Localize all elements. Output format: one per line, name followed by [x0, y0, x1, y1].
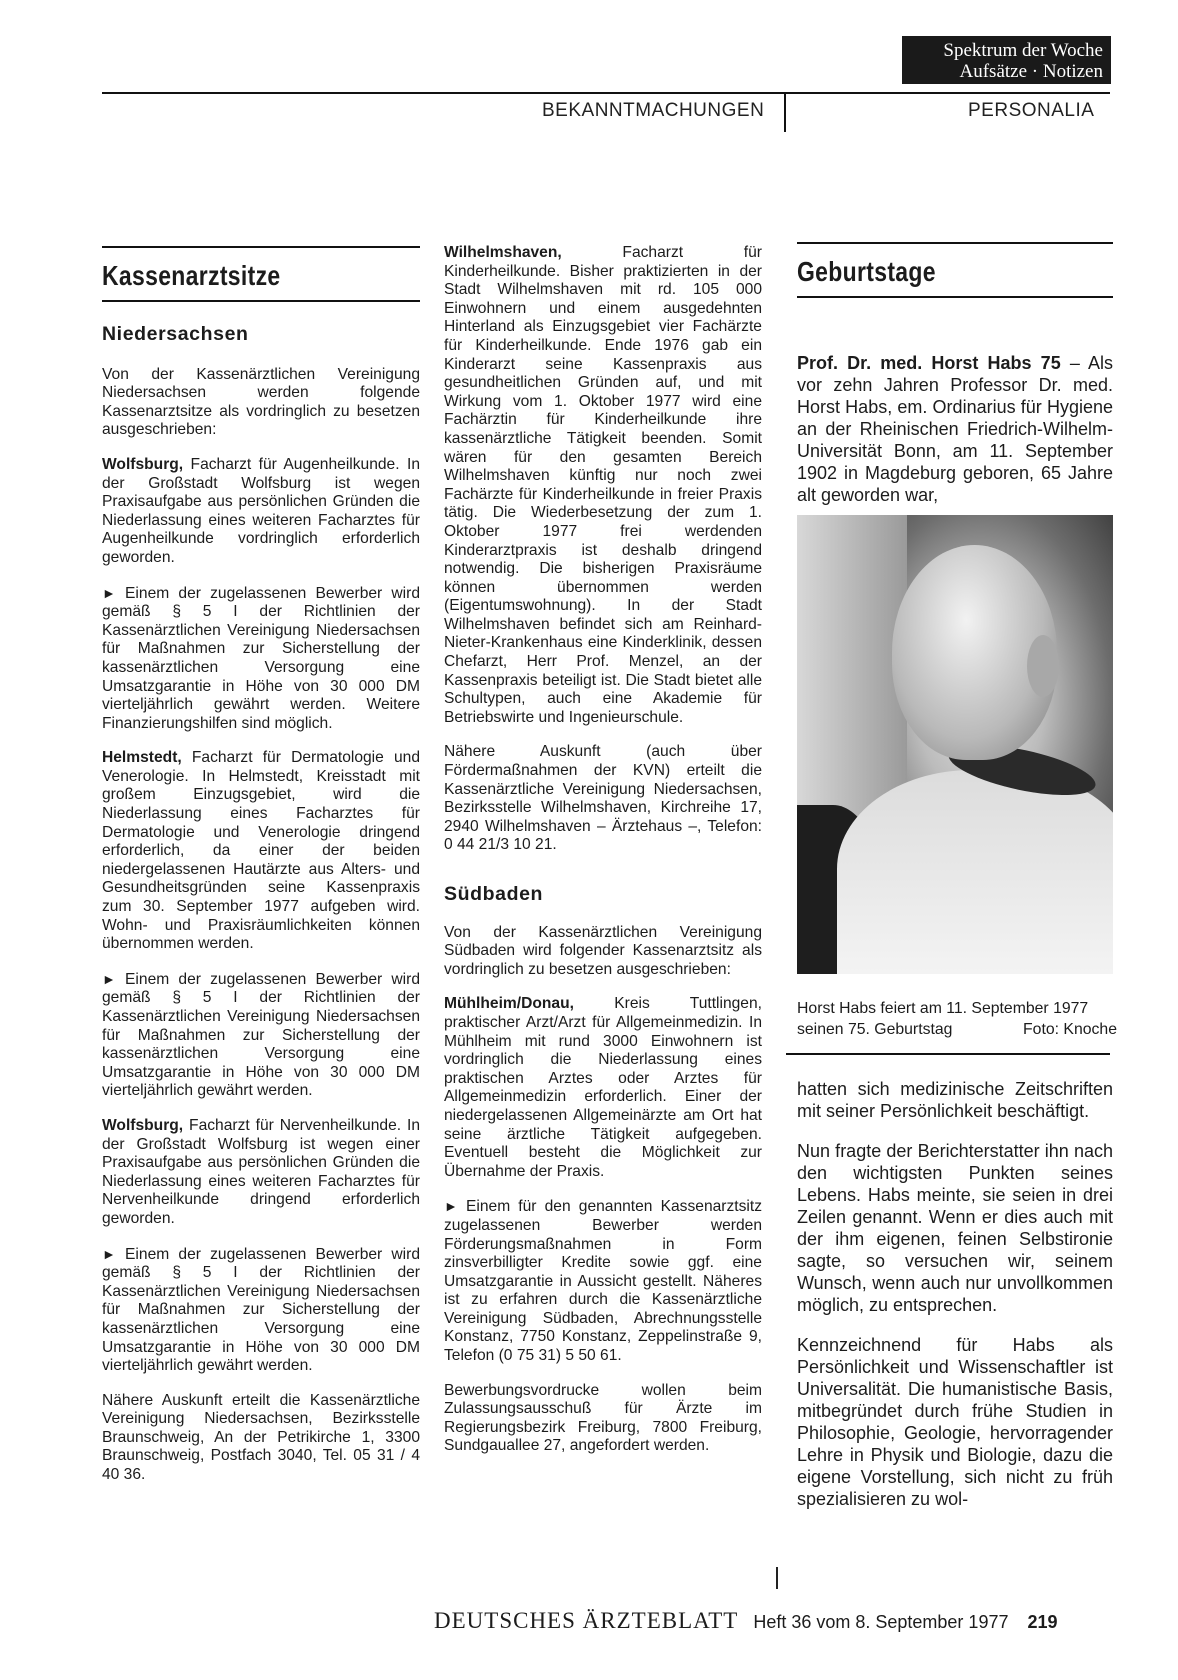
arrow-marker-icon: ► — [102, 584, 116, 601]
badge-line-2: Aufsätze · Notizen — [959, 61, 1103, 82]
photo-caption — [797, 998, 1121, 1040]
place-helmstedt: Helmstedt, — [102, 749, 182, 767]
paragraph-bewerbung: Bewerbungsvordrucke wollen beim Zulassungsausschuß für Ärzte im Regierungsbezirk Freiburg, 7800 Freiburg, Sundgauallee 27, angefordert werden. — [444, 1381, 762, 1455]
photo-credit: Foto: Knoche — [1023, 1021, 1117, 1038]
magazine-name: DEUTSCHES ÄRZTEBLATT — [434, 1608, 739, 1633]
right-column-top — [797, 352, 1113, 524]
caption-line-2: seinen 75. Geburtstag Foto: Knoche — [797, 1021, 1117, 1038]
section-label-personalia: PERSONALIA — [968, 100, 1095, 121]
page-footer — [434, 1608, 1058, 1634]
paragraph-habs-universalitaet: Kennzeichnend für Habs als Persönlichkeit und Wissenschaftler ist Universalität. Die humanistische Basis, mitbegründet durch frühe Studien in Philosophie, Geologie, hervorragender Lehre in Physik und Biologie, dazu die eigene Vorstellung, sich nicht zu früh spezialisieren zu wol- — [797, 1335, 1113, 1509]
place-wolfsburg: Wolfsburg, — [102, 455, 184, 473]
paragraph-wolfsburg-augen: Wolfsburg, Facharzt für Augenheilkunde. In der Großstadt Wolfsburg ist wegen Praxisaufgabe aus persönlichen Gründen die Niederlassung eines weiteren Facharztes für Augenheilkunde vordringlich erforderlich geworden. — [102, 455, 420, 566]
headline-kassenarztsitze: Kassenarztsitze — [102, 260, 281, 291]
caption-line-1: Horst Habs feiert am 11. September 1977 — [797, 1000, 1089, 1017]
left-column — [102, 325, 420, 1501]
badge-line-1: Spektrum der Woche — [943, 40, 1103, 61]
paragraph-foerderung: ► Einem für den genannten Kassenarztsitz zugelassenen Bewerber werden Förderungsmaßnahmen in Form zinsverbilligter Kredite sowie ggf. eine Umsatzgarantie in Aussicht gestellt. Näheres ist zu erfahren durch die Kassenärztliche Vereinigung Südbaden, Abrechnungsstelle Konstanz, 7750 Konstanz, Zeppelinstraße 9, Telefon (0 75 31) 5 50 61. — [444, 1198, 762, 1365]
middle-column — [444, 244, 762, 1472]
column-divider-top — [784, 92, 786, 132]
headline-box-kassenarztsitze — [102, 246, 420, 302]
arrow-marker-icon: ► — [444, 1198, 458, 1215]
arrow-marker-icon: ► — [102, 970, 116, 987]
paragraph-suedbaden-intro: Von der Kassenärztlichen Vereinigung Südbaden wird folgender Kassenarztsitz als vordringlich zu besetzen ausgeschrieben: — [444, 923, 762, 978]
section-label-bekanntmachungen: BEKANNTMACHUNGEN — [542, 100, 765, 121]
paragraph-guarantee-2: ► Einem der zugelassenen Bewerber wird gemäß § 5 I der Richtlinien der Kassenärztlichen Vereinigung Niedersachsen für Maßnahmen zur Sicherstellung der kassenärztlichen Versorgung eine Umsatzgarantie in Höhe von 30 000 DM vierteljährlich gewährt werden. — [102, 970, 420, 1100]
person-name: Prof. Dr. med. Horst Habs 75 — [797, 353, 1061, 373]
portrait-photo — [797, 515, 1113, 974]
top-rule-left — [102, 92, 784, 94]
right-column-bottom — [797, 1078, 1113, 1528]
page-number: 219 — [1027, 1612, 1058, 1632]
place-wilhelmshaven: Wilhelmshaven, — [444, 244, 562, 261]
paragraph-helmstedt: Helmstedt, Facharzt für Dermatologie und Venerologie. In Helmstedt, Kreisstadt mit großem Einzugsgebiet, wird die Niederlassung eines Facharztes für Dermatologie und Venerologie dringend erforderlich, da einer der beiden niedergelassenen Hautärzte aus Alters- und Gesundheitsgründen seine Kassenpraxis zum 30. September 1977 aufgeben wird. Wohn- und Praxisräumlichkeiten können übernommen werden. — [102, 749, 420, 953]
paragraph-contact-wilhelmshaven: Nähere Auskunft (auch über Fördermaßnahmen der KVN) erteilt die Kassenärztliche Vereinigung Niedersachsen, Bezirksstelle Wilhelmshaven, Kirchreihe 17, 2940 Wilhelmshaven – Ärztehaus –, Telefon: 0 44 21/3 10 21. — [444, 743, 762, 854]
caption-rule — [786, 1053, 1110, 1055]
paragraph-habs-berichterstatter: Nun fragte der Berichterstatter ihn nach den wichtigsten Punkten seines Lebens. Habs meinte, sie seien in drei Zeilen genannt. Wenn er dies auch mit der ihm eigenen, feinen Selbstironie sagte, so versuchen wir, seinem Wunsch, wenn auch nur unvollkommen möglich, zu entsprechen. — [797, 1141, 1113, 1315]
issue-info: Heft 36 vom 8. September 1977 — [753, 1612, 1009, 1632]
paragraph-wolfsburg-nerven: Wolfsburg, Facharzt für Nervenheilkunde. In der Großstadt Wolfsburg ist wegen einer Praxisaufgabe aus persönlichen Gründen die Niederlassung eines weiteren Facharztes für Nervenheilkunde dringend erforderlich geworden. — [102, 1116, 420, 1227]
subheading-suedbaden: Südbaden — [444, 883, 544, 905]
paragraph-muehlheim: Mühlheim/Donau, Kreis Tuttlingen, praktischer Arzt/Arzt für Allgemeinmedizin. In Mühlheim mit rund 3000 Einwohnern ist vordringlich die Niederlassung eines praktischen Arztes oder Arztes für Allgemeinmedizin erforderlich. Einer der niedergelassenen Allgemeinärzte am Ort hat seine ärztliche Tätigkeit aufgegeben. Eventuell besteht die Möglichkeit zur Übernahme der Praxis. — [444, 995, 762, 1180]
top-rule-right — [786, 92, 1110, 94]
paragraph-guarantee-3: ► Einem der zugelassenen Bewerber wird gemäß § 5 I der Richtlinien der Kassenärztlichen Vereinigung Niedersachsen für Maßnahmen zur Sicherstellung der kassenärztlichen Versorgung eine Umsatzgarantie in Höhe von 30 000 DM vierteljährlich gewährt werden. — [102, 1245, 420, 1375]
section-badge — [902, 36, 1111, 84]
arrow-marker-icon: ► — [102, 1245, 116, 1262]
paragraph-wilhelmshaven: Wilhelmshaven, Facharzt für Kinderheilkunde. Bisher praktizierten in der Stadt Wilhelmshaven mit rd. 105 000 Einwohnern und einem ausgedehnten Hinterland als Einzugsgebiet vier Fachärzte für Kinderheilkunde. Ende 1976 gab ein Kinderarzt seine Kassenpraxis aus gesundheitlichen Gründen auf, und mit Wirkung vom 1. Oktober 1977 wird eine Fachärztin für Kinderheilkunde ihre kassenärztliche Tätigkeit beenden. Somit wären für den gesamten Bereich Wilhelmshaven künftig nur noch zwei Fachärzte für Kinderheilkunde in freier Praxis tätig. Die Wiederbesetzung der zum 1. Oktober 1977 frei werdenden Kinderarztpraxis ist deshalb dringend notwendig. Die bisherigen Praxisräume können übernommen werden (Eigentumswohnung). In der Stadt Wilhelmshaven befindet sich am Reinhard-Nieter-Krankenhaus eine Kinderklinik, dessen Chefarzt, Herr Prof. Menzel, an der Kassenpraxis beteiligt ist. Die Stadt bietet alle Schultypen, auch eine Akademie für Betriebswirte und Ingenieurschule. — [444, 244, 762, 726]
paragraph-guarantee-1: ► Einem der zugelassenen Bewerber wird gemäß § 5 I der Richtlinien der Kassenärztlichen Vereinigung Niedersachsen für Maßnahmen zur Sicherstellung der kassenärztlichen Versorgung eine Umsatzgarantie in Höhe von 30 000 DM vierteljährlich gewährt werden. Weitere Finanzierungshilfen sind möglich. — [102, 584, 420, 732]
column-divider-bottom — [776, 1567, 778, 1589]
headline-box-geburtstage — [797, 242, 1113, 298]
paragraph-contact-braunschweig: Nähere Auskunft erteilt die Kassenärztliche Vereinigung Niedersachsen, Bezirksstelle Braunschweig, An der Petrikirche 1, 3300 Braunschweig, Postfach 3040, Tel. 05 31 / 4 40 36. — [102, 1391, 420, 1484]
paragraph-habs-zeitschriften: hatten sich medizinische Zeitschriften mit seiner Persönlichkeit beschäftigt. — [797, 1079, 1113, 1121]
headline-geburtstage: Geburtstage — [797, 256, 936, 287]
paragraph-intro: Von der Kassenärztlichen Vereinigung Niedersachsen werden folgende Kassenarztsitze als vordringlich zu besetzen ausgeschrieben: — [102, 365, 420, 439]
place-muehlheim: Mühlheim/Donau, — [444, 995, 574, 1013]
place-wolfsburg: Wolfsburg, — [102, 1116, 184, 1134]
paragraph-habs-intro: Prof. Dr. med. Horst Habs 75 – Als vor zehn Jahren Professor Dr. med. Horst Habs, em. Ordinarius für Hygiene an der Rheinischen Friedrich-Wilhelm-Universität Bonn, am 11. September 1902 in Magdeburg geboren, 65 Jahre alt geworden war, — [797, 353, 1113, 505]
subheading-niedersachsen: Niedersachsen — [102, 323, 249, 345]
